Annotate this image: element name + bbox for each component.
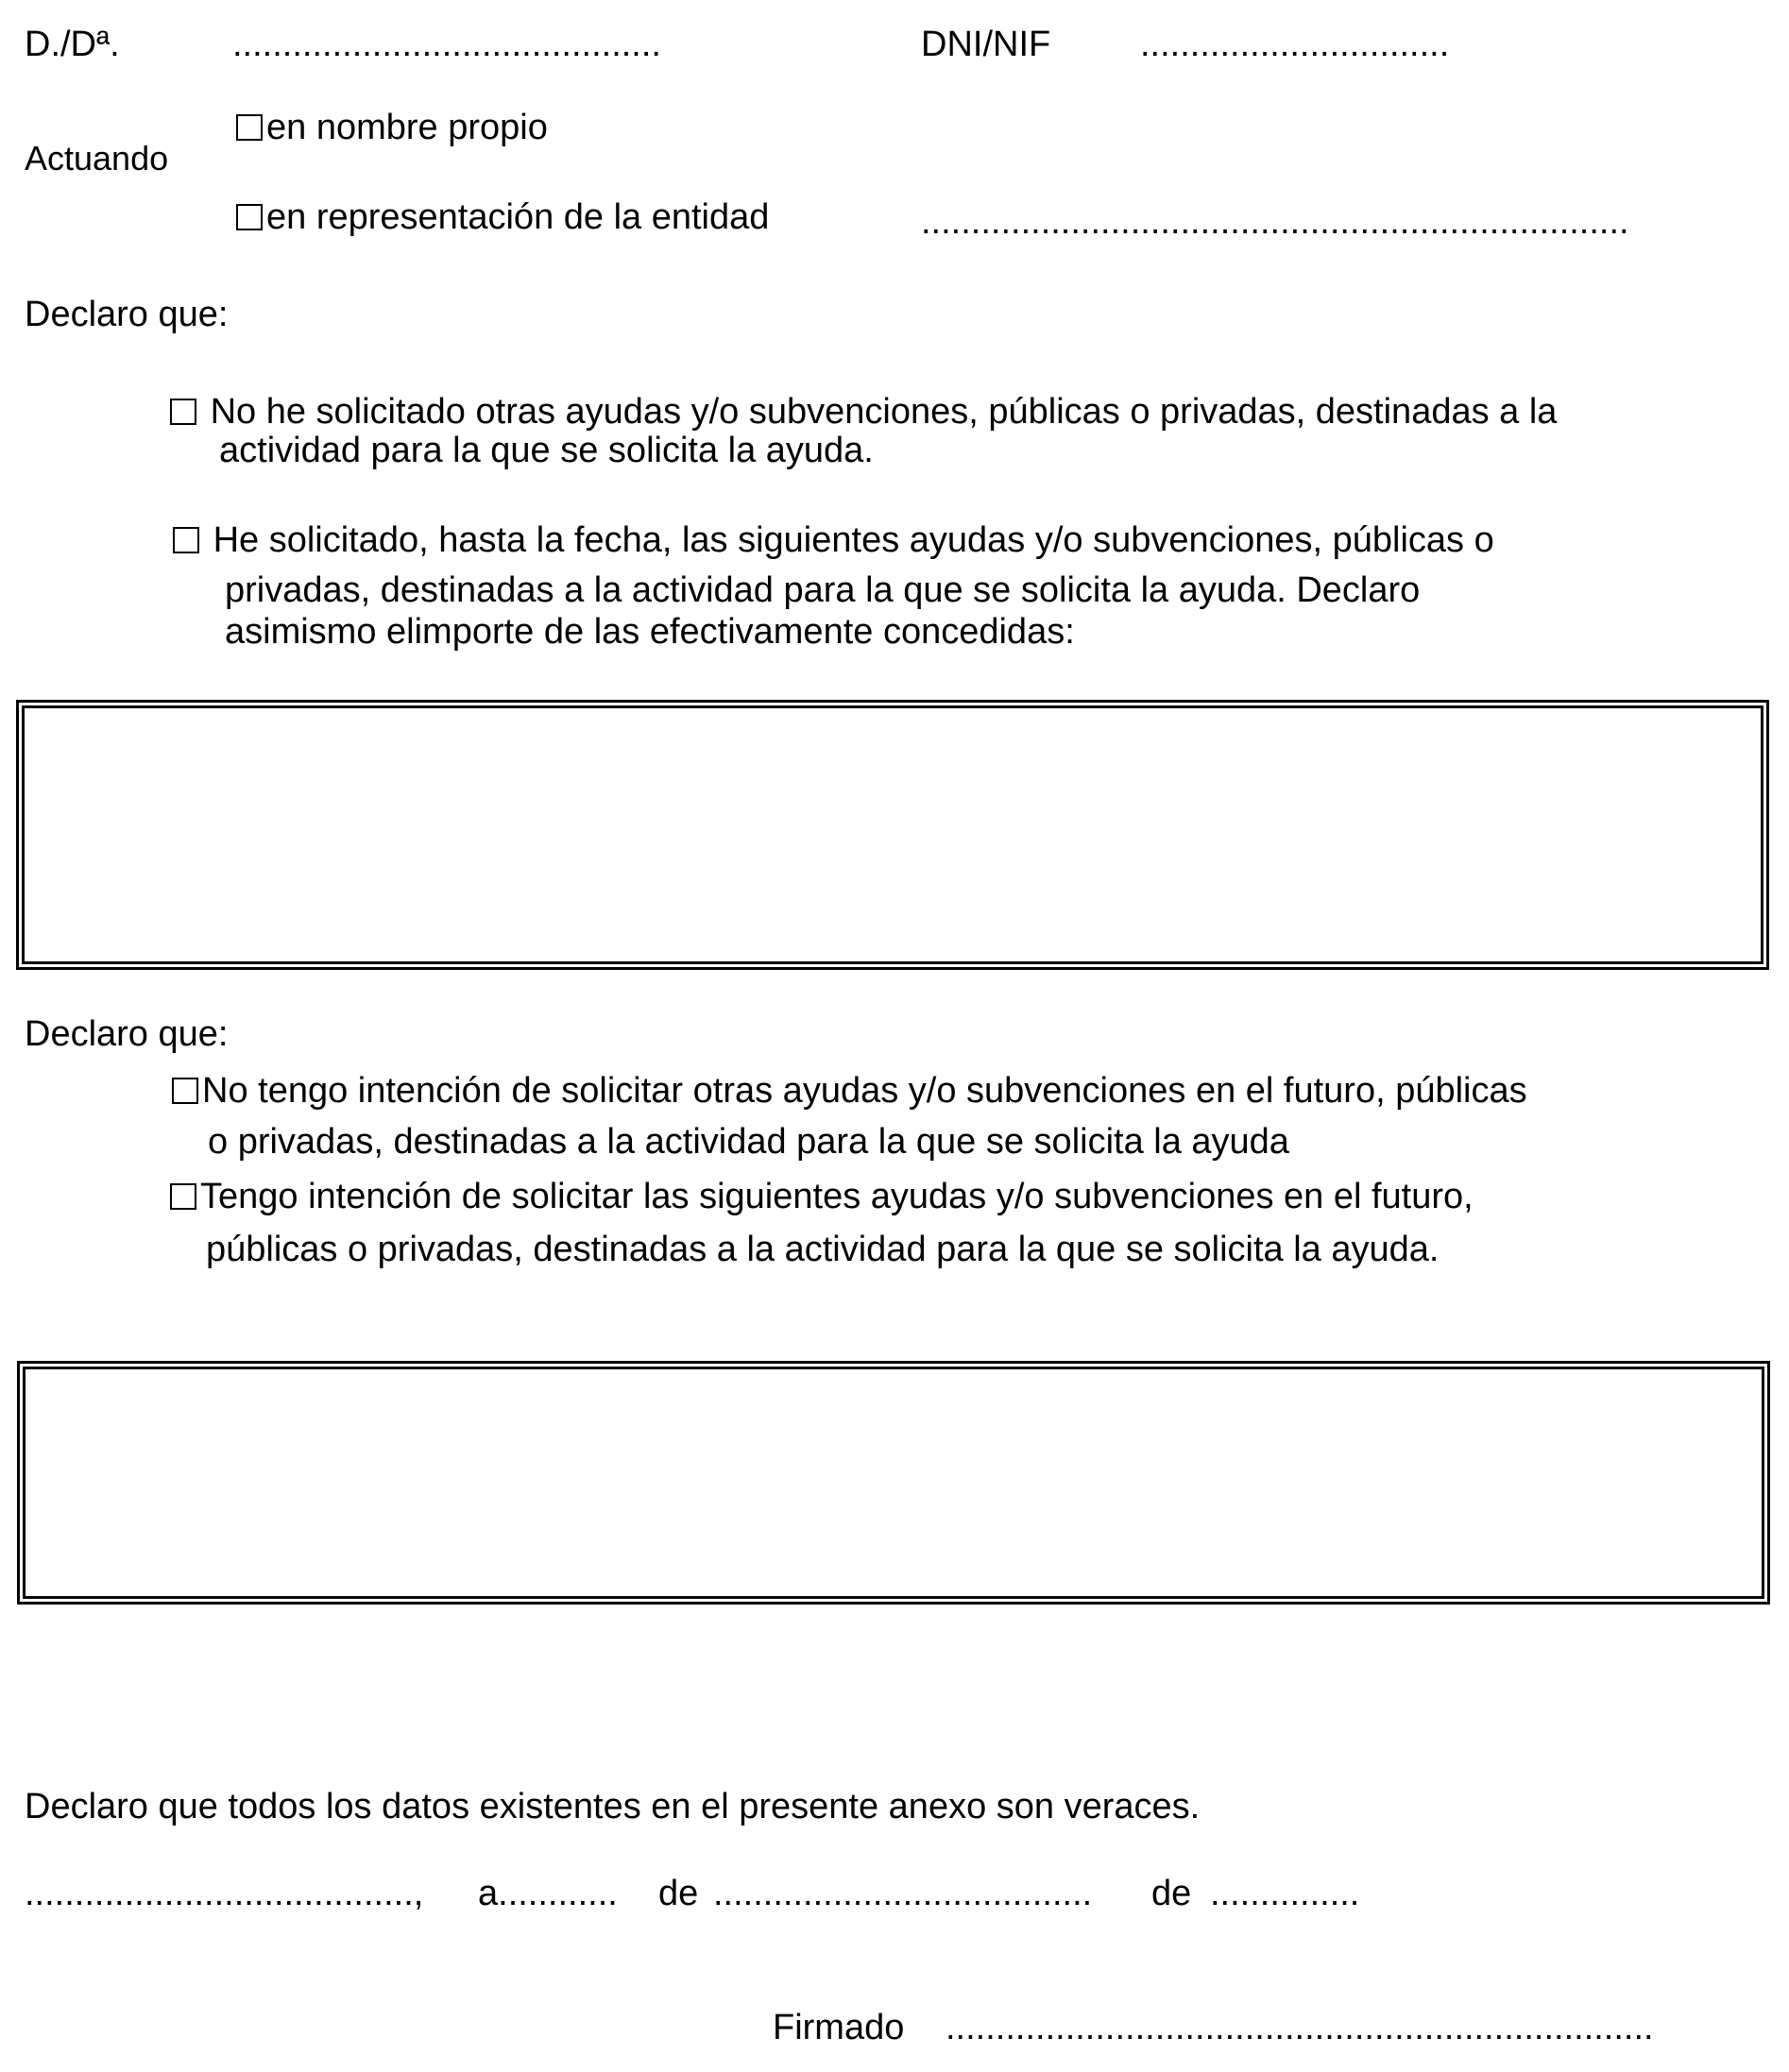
signature-field[interactable]: ....................................................................... [946,2008,1654,2047]
section1-yes-line1: He solicitado, hasta la fecha, las siguientes ayudas y/o subvenciones, públicas o [213,520,1494,560]
section2-no-option[interactable] [172,1073,1527,1109]
checkbox-entity[interactable] [236,204,263,230]
acting-label: Actuando [25,139,169,178]
id-field[interactable]: ............................... [1140,25,1450,64]
truth-statement: Declaro que todos los datos existentes en el presente anexo son veraces. [25,1787,1201,1826]
checkbox-own[interactable] [236,114,263,141]
section1-yes-line2: privadas, destinadas a la actividad para la que se solicita la ayuda. Declaro [225,570,1421,610]
section2-no-line2: o privadas, destinadas a la actividad para la que se solicita la ayuda [208,1122,1289,1162]
section2-yes-line2: públicas o privadas, destinadas a la actividad para la que se solicita la ayuda. [206,1230,1440,1269]
year-field[interactable]: ............... [1210,1874,1360,1913]
acting-entity-option[interactable] [236,199,769,235]
de-label-1: de [658,1874,699,1913]
signed-label: Firmado [773,2008,905,2047]
section1-no-line1: No he solicitado otras ayudas y/o subvenciones, públicas o privadas, destinadas a la [210,392,1558,432]
section1-yes-line3: asimismo elimporte de las efectivamente concedidas: [225,612,1075,652]
section2-yes-line1: Tengo intención de solicitar las siguientes ayudas y/o subvenciones en el futuro, [200,1177,1474,1216]
place-field[interactable]: ......................................., [25,1874,424,1913]
section1-text-box[interactable] [16,700,1769,970]
acting-entity-label: en representación de la entidad [266,197,770,237]
id-label: DNI/NIF [921,25,1051,64]
section1-yes-option[interactable] [173,522,1494,558]
section2-yes-option[interactable] [170,1179,1474,1214]
name-label: D./Dª. [25,25,120,64]
section1-no-line2: actividad para la que se solicita la ayuda. [219,431,874,470]
name-field[interactable]: ........................................... [232,25,661,64]
entity-field[interactable]: ....................................................................... [921,202,1629,242]
day-field[interactable]: a............ [478,1874,618,1913]
month-field[interactable]: ...................................... [713,1874,1093,1913]
acting-own-option[interactable] [236,110,548,145]
section2-heading: Declaro que: [25,1014,229,1054]
acting-own-label: en nombre propio [266,108,548,147]
section2-text-box[interactable] [17,1361,1770,1605]
section1-no-option[interactable] [170,394,1557,430]
section2-no-line1: No tengo intención de solicitar otras ayudas y/o subvenciones en el futuro, públicas [202,1071,1527,1111]
de-label-2: de [1151,1874,1192,1913]
checkbox-s1-no[interactable] [170,399,196,425]
section1-heading: Declaro que: [25,295,229,334]
checkbox-s1-yes[interactable] [173,527,199,553]
checkbox-s2-no[interactable] [172,1078,198,1104]
checkbox-s2-yes[interactable] [170,1183,196,1210]
